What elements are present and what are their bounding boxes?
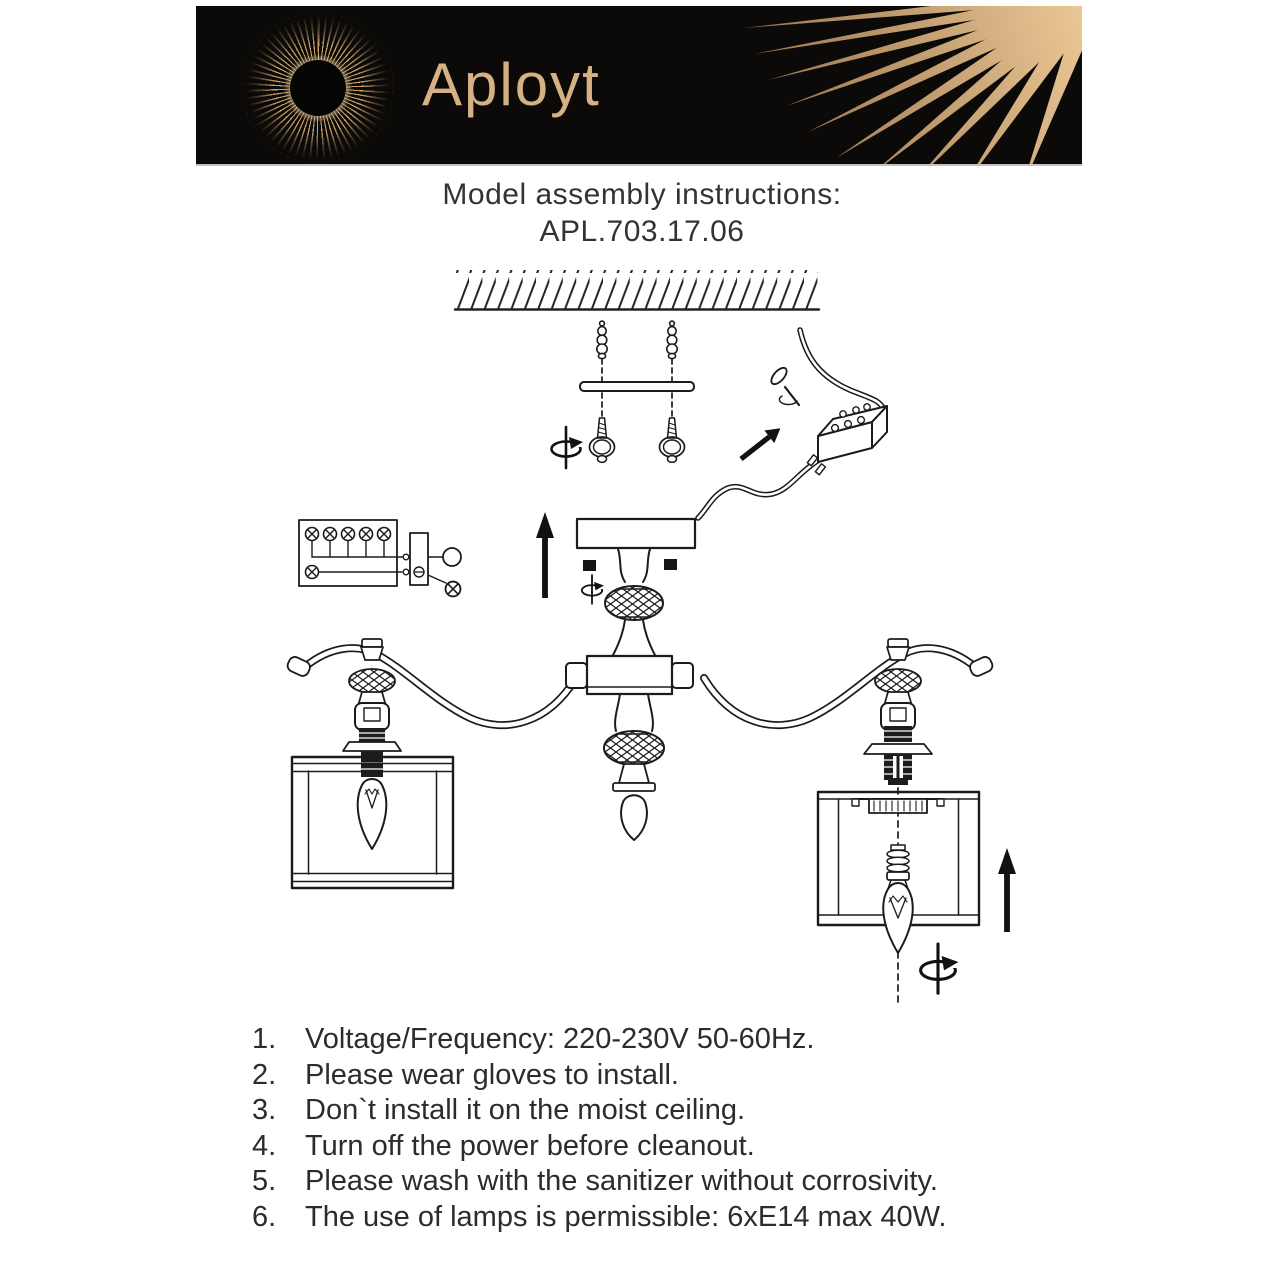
item-number: 4. [252,1129,277,1162]
list-item [252,1093,1232,1129]
up-arrow-icon [998,848,1016,932]
lamp-assembly-left [343,639,401,849]
instruction-list [252,1022,1232,1235]
terminal-block-assembly [698,330,887,518]
arrow-up-right-icon [736,422,785,465]
mounting-hardware [580,321,694,462]
ceiling-canopy [577,519,695,582]
item-text: Please wash with the sanitizer without corrosivity. [305,1165,938,1197]
item-number: 6. [252,1200,277,1233]
item-text: Please wear gloves to install. [305,1058,679,1091]
up-arrow-icon [536,512,554,598]
item-text: Turn off the power before cleanout. [305,1129,755,1162]
list-item [252,1129,1232,1165]
item-number: 1. [252,1023,277,1055]
central-hub [566,656,693,694]
item-text: Don`t install it on the moist ceiling. [305,1094,746,1126]
candle-bulb-right [883,845,913,953]
bottom-finial [604,694,664,840]
item-text: The use of lamps is permissible: 6xE14 max 40W. [305,1200,947,1233]
crystal-ball-top [605,586,663,657]
screwdriver-icon [769,365,799,405]
rotation-arrow-icon [552,427,584,468]
rotation-arrow-icon [582,575,604,604]
shade-ring-fitting [852,799,944,813]
ceiling-hatch [455,270,819,310]
page-title: Model assembly instructions: [442,178,842,211]
item-number: 2. [252,1058,277,1091]
list-item [252,1022,1232,1058]
list-item [252,1058,1232,1094]
brand-wordmark: Aployt [422,51,601,118]
item-text: Voltage/Frequency: 220-230V 50-60Hz. [305,1023,815,1055]
model-number: APL.703.17.06 [539,215,745,248]
item-number: 5. [252,1165,277,1197]
wiring-schematic [299,520,461,596]
candle-bulb [358,779,387,849]
list-item [252,1164,1232,1200]
rotation-arrow-icon [921,944,959,993]
item-number: 3. [252,1094,277,1126]
list-item [252,1200,1232,1236]
